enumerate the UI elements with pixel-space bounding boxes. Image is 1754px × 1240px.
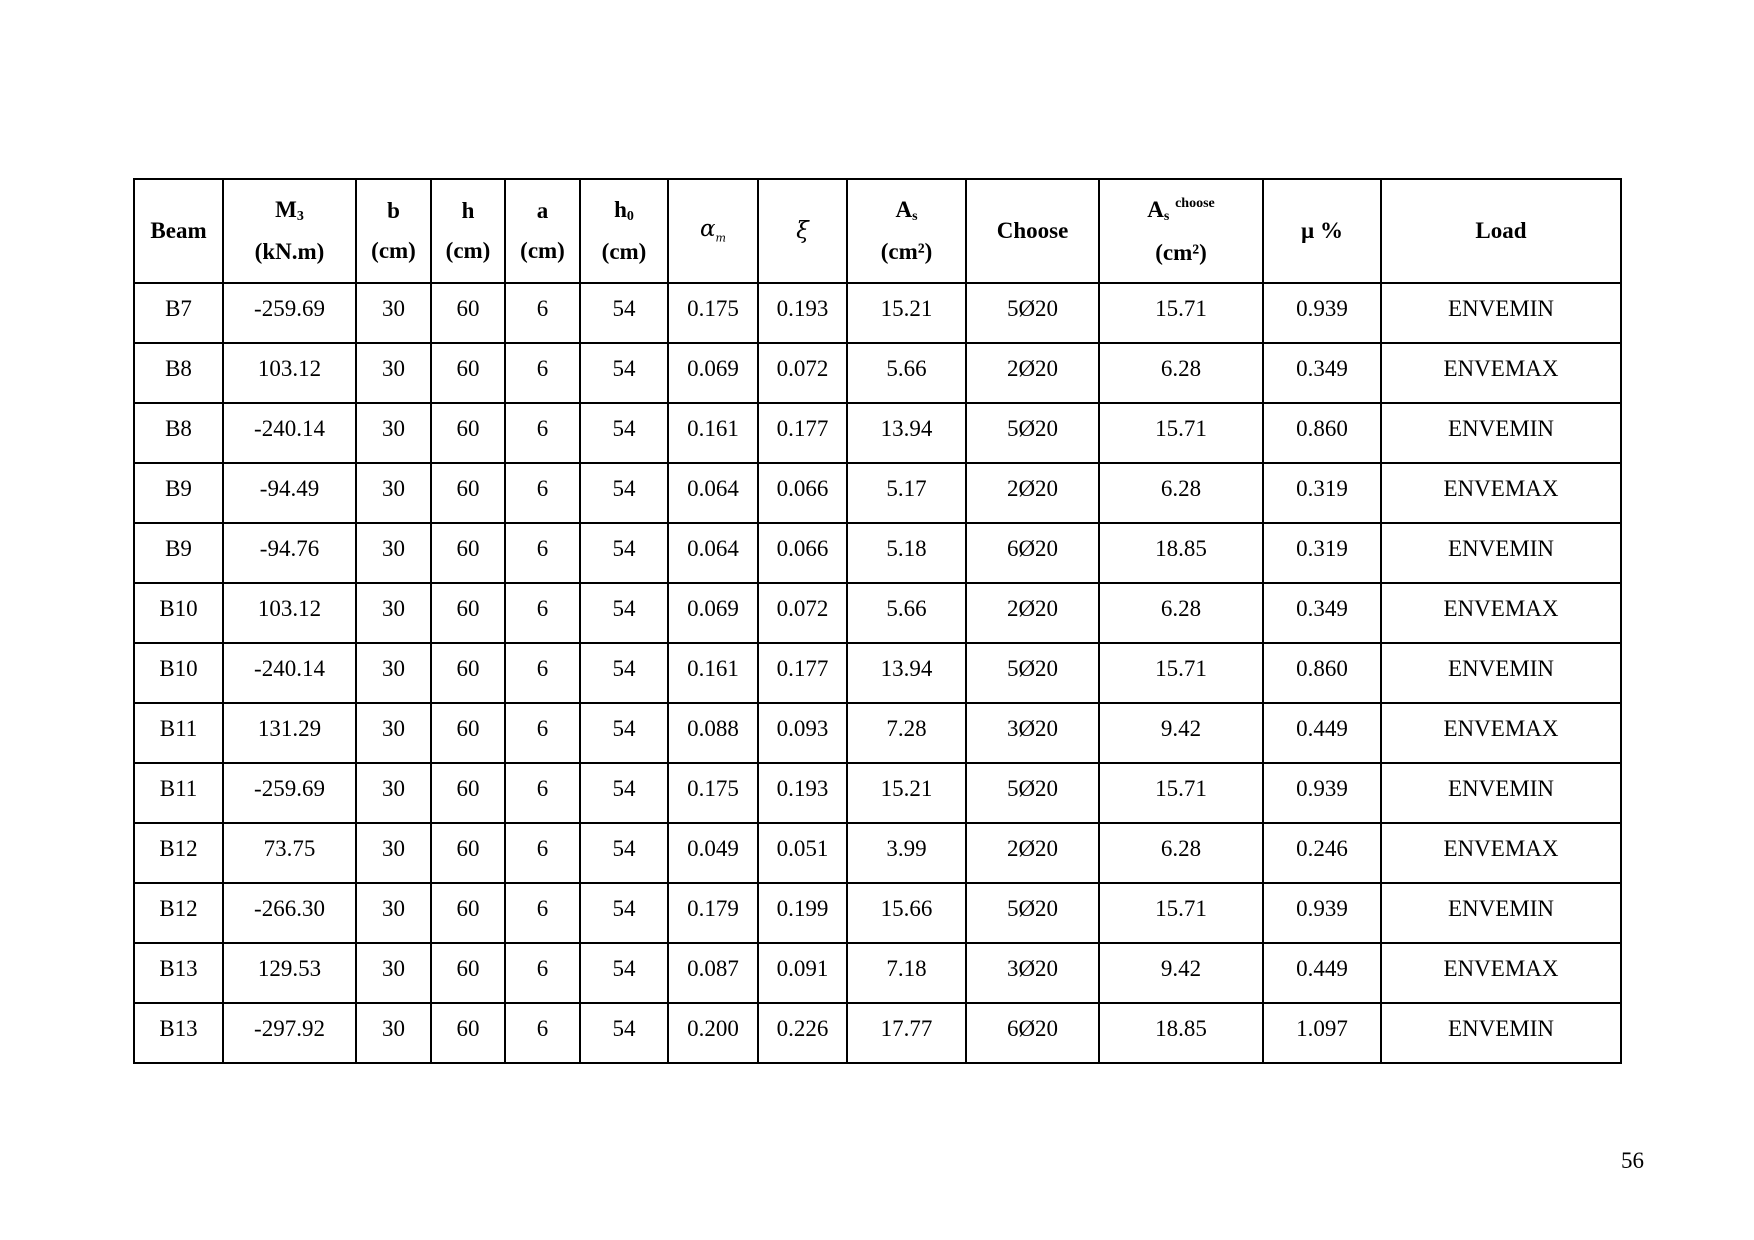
cell-a: 6 bbox=[505, 763, 580, 823]
cell-load: ENVEMAX bbox=[1381, 343, 1621, 403]
cell-mu: 0.319 bbox=[1263, 523, 1381, 583]
cell-beam: B12 bbox=[134, 823, 223, 883]
cell-xi: 0.093 bbox=[758, 703, 847, 763]
header-as-choose-symbol: As $^{choose}$ bbox=[1147, 196, 1215, 225]
cell-as-choose: 18.85 bbox=[1099, 1003, 1263, 1063]
cell-xi: 0.072 bbox=[758, 583, 847, 643]
cell-mu: 0.860 bbox=[1263, 643, 1381, 703]
cell-m3: -259.69 bbox=[223, 763, 356, 823]
cell-mu: 0.246 bbox=[1263, 823, 1381, 883]
cell-choose: 2Ø20 bbox=[966, 823, 1099, 883]
cell-load: ENVEMAX bbox=[1381, 583, 1621, 643]
cell-xi: 0.193 bbox=[758, 283, 847, 343]
cell-h: 60 bbox=[431, 763, 505, 823]
cell-m3: -266.30 bbox=[223, 883, 356, 943]
cell-h: 60 bbox=[431, 583, 505, 643]
table-row bbox=[134, 883, 1621, 943]
header-beam: Beam bbox=[134, 179, 223, 283]
cell-m3: 129.53 bbox=[223, 943, 356, 1003]
cell-choose: 2Ø20 bbox=[966, 343, 1099, 403]
cell-xi: 0.051 bbox=[758, 823, 847, 883]
cell-load: ENVEMIN bbox=[1381, 883, 1621, 943]
header-choose: Choose bbox=[966, 179, 1099, 283]
beam-reinforcement-table bbox=[133, 178, 1622, 1064]
header-load: Load bbox=[1381, 179, 1621, 283]
cell-beam: B11 bbox=[134, 763, 223, 823]
cell-m3: 73.75 bbox=[223, 823, 356, 883]
cell-mu: 0.349 bbox=[1263, 343, 1381, 403]
cell-load: ENVEMIN bbox=[1381, 763, 1621, 823]
cell-a: 6 bbox=[505, 1003, 580, 1063]
table-row bbox=[134, 523, 1621, 583]
cell-beam: B9 bbox=[134, 523, 223, 583]
cell-h: 60 bbox=[431, 523, 505, 583]
header-xi: ξ bbox=[758, 179, 847, 283]
cell-beam: B10 bbox=[134, 583, 223, 643]
cell-beam: B8 bbox=[134, 403, 223, 463]
cell-mu: 1.097 bbox=[1263, 1003, 1381, 1063]
cell-h0: 54 bbox=[580, 463, 668, 523]
cell-load: ENVEMAX bbox=[1381, 943, 1621, 1003]
cell-load: ENVEMAX bbox=[1381, 703, 1621, 763]
cell-load: ENVEMIN bbox=[1381, 523, 1621, 583]
cell-beam: B10 bbox=[134, 643, 223, 703]
cell-alpha: 0.088 bbox=[668, 703, 758, 763]
cell-a: 6 bbox=[505, 703, 580, 763]
cell-beam: B7 bbox=[134, 283, 223, 343]
table-row bbox=[134, 1003, 1621, 1063]
table-row bbox=[134, 943, 1621, 1003]
cell-as-choose: 6.28 bbox=[1099, 463, 1263, 523]
cell-alpha: 0.049 bbox=[668, 823, 758, 883]
cell-xi: 0.066 bbox=[758, 463, 847, 523]
cell-h0: 54 bbox=[580, 823, 668, 883]
cell-as-choose: 18.85 bbox=[1099, 523, 1263, 583]
cell-as: 15.21 bbox=[847, 763, 966, 823]
cell-alpha: 0.069 bbox=[668, 583, 758, 643]
cell-h0: 54 bbox=[580, 1003, 668, 1063]
cell-m3: -240.14 bbox=[223, 643, 356, 703]
cell-alpha: 0.064 bbox=[668, 463, 758, 523]
cell-as: 13.94 bbox=[847, 403, 966, 463]
cell-mu: 0.939 bbox=[1263, 883, 1381, 943]
cell-choose: 3Ø20 bbox=[966, 943, 1099, 1003]
cell-alpha: 0.175 bbox=[668, 283, 758, 343]
cell-b: 30 bbox=[356, 823, 431, 883]
header-h: h (cm) bbox=[431, 179, 505, 283]
cell-as-choose: 15.71 bbox=[1099, 643, 1263, 703]
cell-alpha: 0.175 bbox=[668, 763, 758, 823]
cell-choose: 3Ø20 bbox=[966, 703, 1099, 763]
cell-mu: 0.349 bbox=[1263, 583, 1381, 643]
cell-b: 30 bbox=[356, 283, 431, 343]
cell-h0: 54 bbox=[580, 343, 668, 403]
cell-load: ENVEMAX bbox=[1381, 823, 1621, 883]
cell-as-choose: 15.71 bbox=[1099, 883, 1263, 943]
cell-mu: 0.449 bbox=[1263, 943, 1381, 1003]
cell-m3: -297.92 bbox=[223, 1003, 356, 1063]
cell-m3: -259.69 bbox=[223, 283, 356, 343]
cell-choose: 5Ø20 bbox=[966, 643, 1099, 703]
cell-load: ENVEMIN bbox=[1381, 283, 1621, 343]
header-b: b (cm) bbox=[356, 179, 431, 283]
cell-h: 60 bbox=[431, 403, 505, 463]
cell-h: 60 bbox=[431, 343, 505, 403]
cell-h: 60 bbox=[431, 463, 505, 523]
cell-beam: B11 bbox=[134, 703, 223, 763]
cell-mu: 0.939 bbox=[1263, 283, 1381, 343]
cell-m3: 131.29 bbox=[223, 703, 356, 763]
cell-h: 60 bbox=[431, 643, 505, 703]
cell-as: 15.66 bbox=[847, 883, 966, 943]
cell-xi: 0.091 bbox=[758, 943, 847, 1003]
cell-b: 30 bbox=[356, 943, 431, 1003]
header-mu: µ % bbox=[1263, 179, 1381, 283]
cell-as: 7.28 bbox=[847, 703, 966, 763]
cell-b: 30 bbox=[356, 643, 431, 703]
cell-h0: 54 bbox=[580, 403, 668, 463]
cell-a: 6 bbox=[505, 403, 580, 463]
cell-as: 5.66 bbox=[847, 583, 966, 643]
cell-a: 6 bbox=[505, 943, 580, 1003]
header-m3-unit: (kN.m) bbox=[254, 239, 325, 265]
cell-h0: 54 bbox=[580, 643, 668, 703]
cell-as-choose: 15.71 bbox=[1099, 283, 1263, 343]
table-row bbox=[134, 763, 1621, 823]
header-m3-symbol: M3 bbox=[275, 196, 304, 224]
cell-beam: B13 bbox=[134, 943, 223, 1003]
cell-a: 6 bbox=[505, 343, 580, 403]
cell-alpha: 0.200 bbox=[668, 1003, 758, 1063]
cell-as: 13.94 bbox=[847, 643, 966, 703]
cell-m3: 103.12 bbox=[223, 343, 356, 403]
cell-alpha: 0.087 bbox=[668, 943, 758, 1003]
cell-choose: 5Ø20 bbox=[966, 763, 1099, 823]
cell-b: 30 bbox=[356, 1003, 431, 1063]
header-alpha-m: $\alpha_m$ bbox=[668, 179, 758, 283]
cell-mu: 0.860 bbox=[1263, 403, 1381, 463]
cell-h: 60 bbox=[431, 943, 505, 1003]
cell-h0: 54 bbox=[580, 583, 668, 643]
page-number: 56 bbox=[1621, 1148, 1644, 1173]
cell-a: 6 bbox=[505, 523, 580, 583]
cell-choose: 5Ø20 bbox=[966, 283, 1099, 343]
table-row bbox=[134, 283, 1621, 343]
table-body bbox=[134, 283, 1621, 1063]
cell-mu: 0.319 bbox=[1263, 463, 1381, 523]
cell-h: 60 bbox=[431, 1003, 505, 1063]
table-row bbox=[134, 343, 1621, 403]
cell-mu: 0.939 bbox=[1263, 763, 1381, 823]
cell-as: 7.18 bbox=[847, 943, 966, 1003]
cell-as: 5.17 bbox=[847, 463, 966, 523]
cell-a: 6 bbox=[505, 643, 580, 703]
cell-xi: 0.193 bbox=[758, 763, 847, 823]
cell-choose: 5Ø20 bbox=[966, 883, 1099, 943]
cell-h: 60 bbox=[431, 823, 505, 883]
cell-as-choose: 9.42 bbox=[1099, 703, 1263, 763]
header-h0: h0 (cm) bbox=[580, 179, 668, 283]
cell-xi: 0.177 bbox=[758, 403, 847, 463]
cell-beam: B12 bbox=[134, 883, 223, 943]
cell-load: ENVEMIN bbox=[1381, 403, 1621, 463]
cell-b: 30 bbox=[356, 343, 431, 403]
cell-as: 15.21 bbox=[847, 283, 966, 343]
cell-as: 5.18 bbox=[847, 523, 966, 583]
cell-h: 60 bbox=[431, 883, 505, 943]
table-header-row bbox=[134, 179, 1621, 283]
cell-xi: 0.177 bbox=[758, 643, 847, 703]
cell-h0: 54 bbox=[580, 763, 668, 823]
cell-b: 30 bbox=[356, 463, 431, 523]
header-a: a (cm) bbox=[505, 179, 580, 283]
table-row bbox=[134, 583, 1621, 643]
cell-m3: -94.49 bbox=[223, 463, 356, 523]
header-as: As (cm²) bbox=[847, 179, 966, 283]
header-as-symbol: As bbox=[895, 196, 918, 224]
cell-choose: 2Ø20 bbox=[966, 463, 1099, 523]
cell-m3: 103.12 bbox=[223, 583, 356, 643]
cell-alpha: 0.161 bbox=[668, 403, 758, 463]
cell-choose: 2Ø20 bbox=[966, 583, 1099, 643]
cell-beam: B9 bbox=[134, 463, 223, 523]
cell-m3: -94.76 bbox=[223, 523, 356, 583]
cell-as-choose: 15.71 bbox=[1099, 763, 1263, 823]
table-row bbox=[134, 463, 1621, 523]
cell-b: 30 bbox=[356, 523, 431, 583]
cell-xi: 0.199 bbox=[758, 883, 847, 943]
cell-h0: 54 bbox=[580, 283, 668, 343]
cell-as-choose: 6.28 bbox=[1099, 823, 1263, 883]
cell-xi: 0.226 bbox=[758, 1003, 847, 1063]
cell-load: ENVEMIN bbox=[1381, 643, 1621, 703]
cell-h0: 54 bbox=[580, 943, 668, 1003]
cell-b: 30 bbox=[356, 883, 431, 943]
cell-choose: 6Ø20 bbox=[966, 1003, 1099, 1063]
cell-xi: 0.066 bbox=[758, 523, 847, 583]
cell-a: 6 bbox=[505, 463, 580, 523]
header-m3 bbox=[223, 179, 356, 283]
cell-load: ENVEMIN bbox=[1381, 1003, 1621, 1063]
cell-beam: B8 bbox=[134, 343, 223, 403]
cell-as-choose: 15.71 bbox=[1099, 403, 1263, 463]
cell-choose: 6Ø20 bbox=[966, 523, 1099, 583]
cell-as-choose: 6.28 bbox=[1099, 583, 1263, 643]
cell-mu: 0.449 bbox=[1263, 703, 1381, 763]
header-as-choose: As $^{choose}$ (cm²) bbox=[1099, 179, 1263, 283]
cell-alpha: 0.064 bbox=[668, 523, 758, 583]
cell-h0: 54 bbox=[580, 883, 668, 943]
cell-b: 30 bbox=[356, 763, 431, 823]
cell-h0: 54 bbox=[580, 523, 668, 583]
cell-h0: 54 bbox=[580, 703, 668, 763]
cell-a: 6 bbox=[505, 283, 580, 343]
header-h0-symbol: h0 bbox=[614, 196, 634, 224]
cell-choose: 5Ø20 bbox=[966, 403, 1099, 463]
cell-b: 30 bbox=[356, 403, 431, 463]
cell-m3: -240.14 bbox=[223, 403, 356, 463]
cell-alpha: 0.179 bbox=[668, 883, 758, 943]
cell-b: 30 bbox=[356, 703, 431, 763]
cell-as-choose: 9.42 bbox=[1099, 943, 1263, 1003]
cell-beam: B13 bbox=[134, 1003, 223, 1063]
cell-xi: 0.072 bbox=[758, 343, 847, 403]
cell-h: 60 bbox=[431, 283, 505, 343]
table-row bbox=[134, 703, 1621, 763]
cell-as: 5.66 bbox=[847, 343, 966, 403]
table-row bbox=[134, 823, 1621, 883]
table-row bbox=[134, 403, 1621, 463]
cell-a: 6 bbox=[505, 883, 580, 943]
cell-a: 6 bbox=[505, 823, 580, 883]
cell-alpha: 0.161 bbox=[668, 643, 758, 703]
cell-as: 3.99 bbox=[847, 823, 966, 883]
cell-load: ENVEMAX bbox=[1381, 463, 1621, 523]
cell-as-choose: 6.28 bbox=[1099, 343, 1263, 403]
cell-b: 30 bbox=[356, 583, 431, 643]
cell-alpha: 0.069 bbox=[668, 343, 758, 403]
table-row bbox=[134, 643, 1621, 703]
cell-a: 6 bbox=[505, 583, 580, 643]
cell-as: 17.77 bbox=[847, 1003, 966, 1063]
cell-h: 60 bbox=[431, 703, 505, 763]
